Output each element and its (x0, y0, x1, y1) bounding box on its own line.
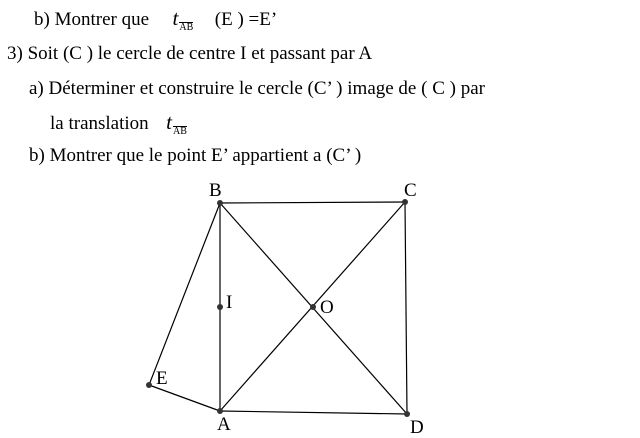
segment-cd (405, 202, 407, 414)
label-c: C (404, 180, 417, 201)
label-b: B (209, 180, 222, 201)
line-1b-prefix: b) Montrer que (34, 9, 150, 30)
label-e: E (156, 368, 168, 389)
figure-labels (156, 180, 424, 438)
translation-symbol-2: tAB (166, 110, 187, 137)
translation-symbol: tAB (172, 6, 194, 33)
segment-ad (220, 411, 407, 414)
line-1b-suffix: (E ) =E’ (214, 9, 278, 30)
question-line-3: 3) Soit (C ) le cercle de centre I et passant par A (7, 43, 373, 64)
label-a: A (217, 414, 231, 435)
point-e (146, 382, 152, 388)
figure-lines (149, 202, 407, 414)
label-i: I (226, 292, 233, 313)
segment-bc (220, 202, 405, 203)
segment-be (149, 203, 220, 385)
line-3a-label: a) (29, 78, 44, 99)
line-3a-text: Déterminer et construire le cercle (C’ ) image de ( C ) par (48, 78, 485, 99)
line-3a-cont-text: la translation (50, 113, 149, 134)
question-line-3b: b) Montrer que le point E’ appartient a (C’ ) (29, 145, 362, 166)
figure-points (146, 199, 410, 417)
label-d: D (410, 417, 424, 438)
label-o: O (320, 297, 334, 318)
point-i (217, 304, 223, 310)
point-o (310, 304, 316, 310)
